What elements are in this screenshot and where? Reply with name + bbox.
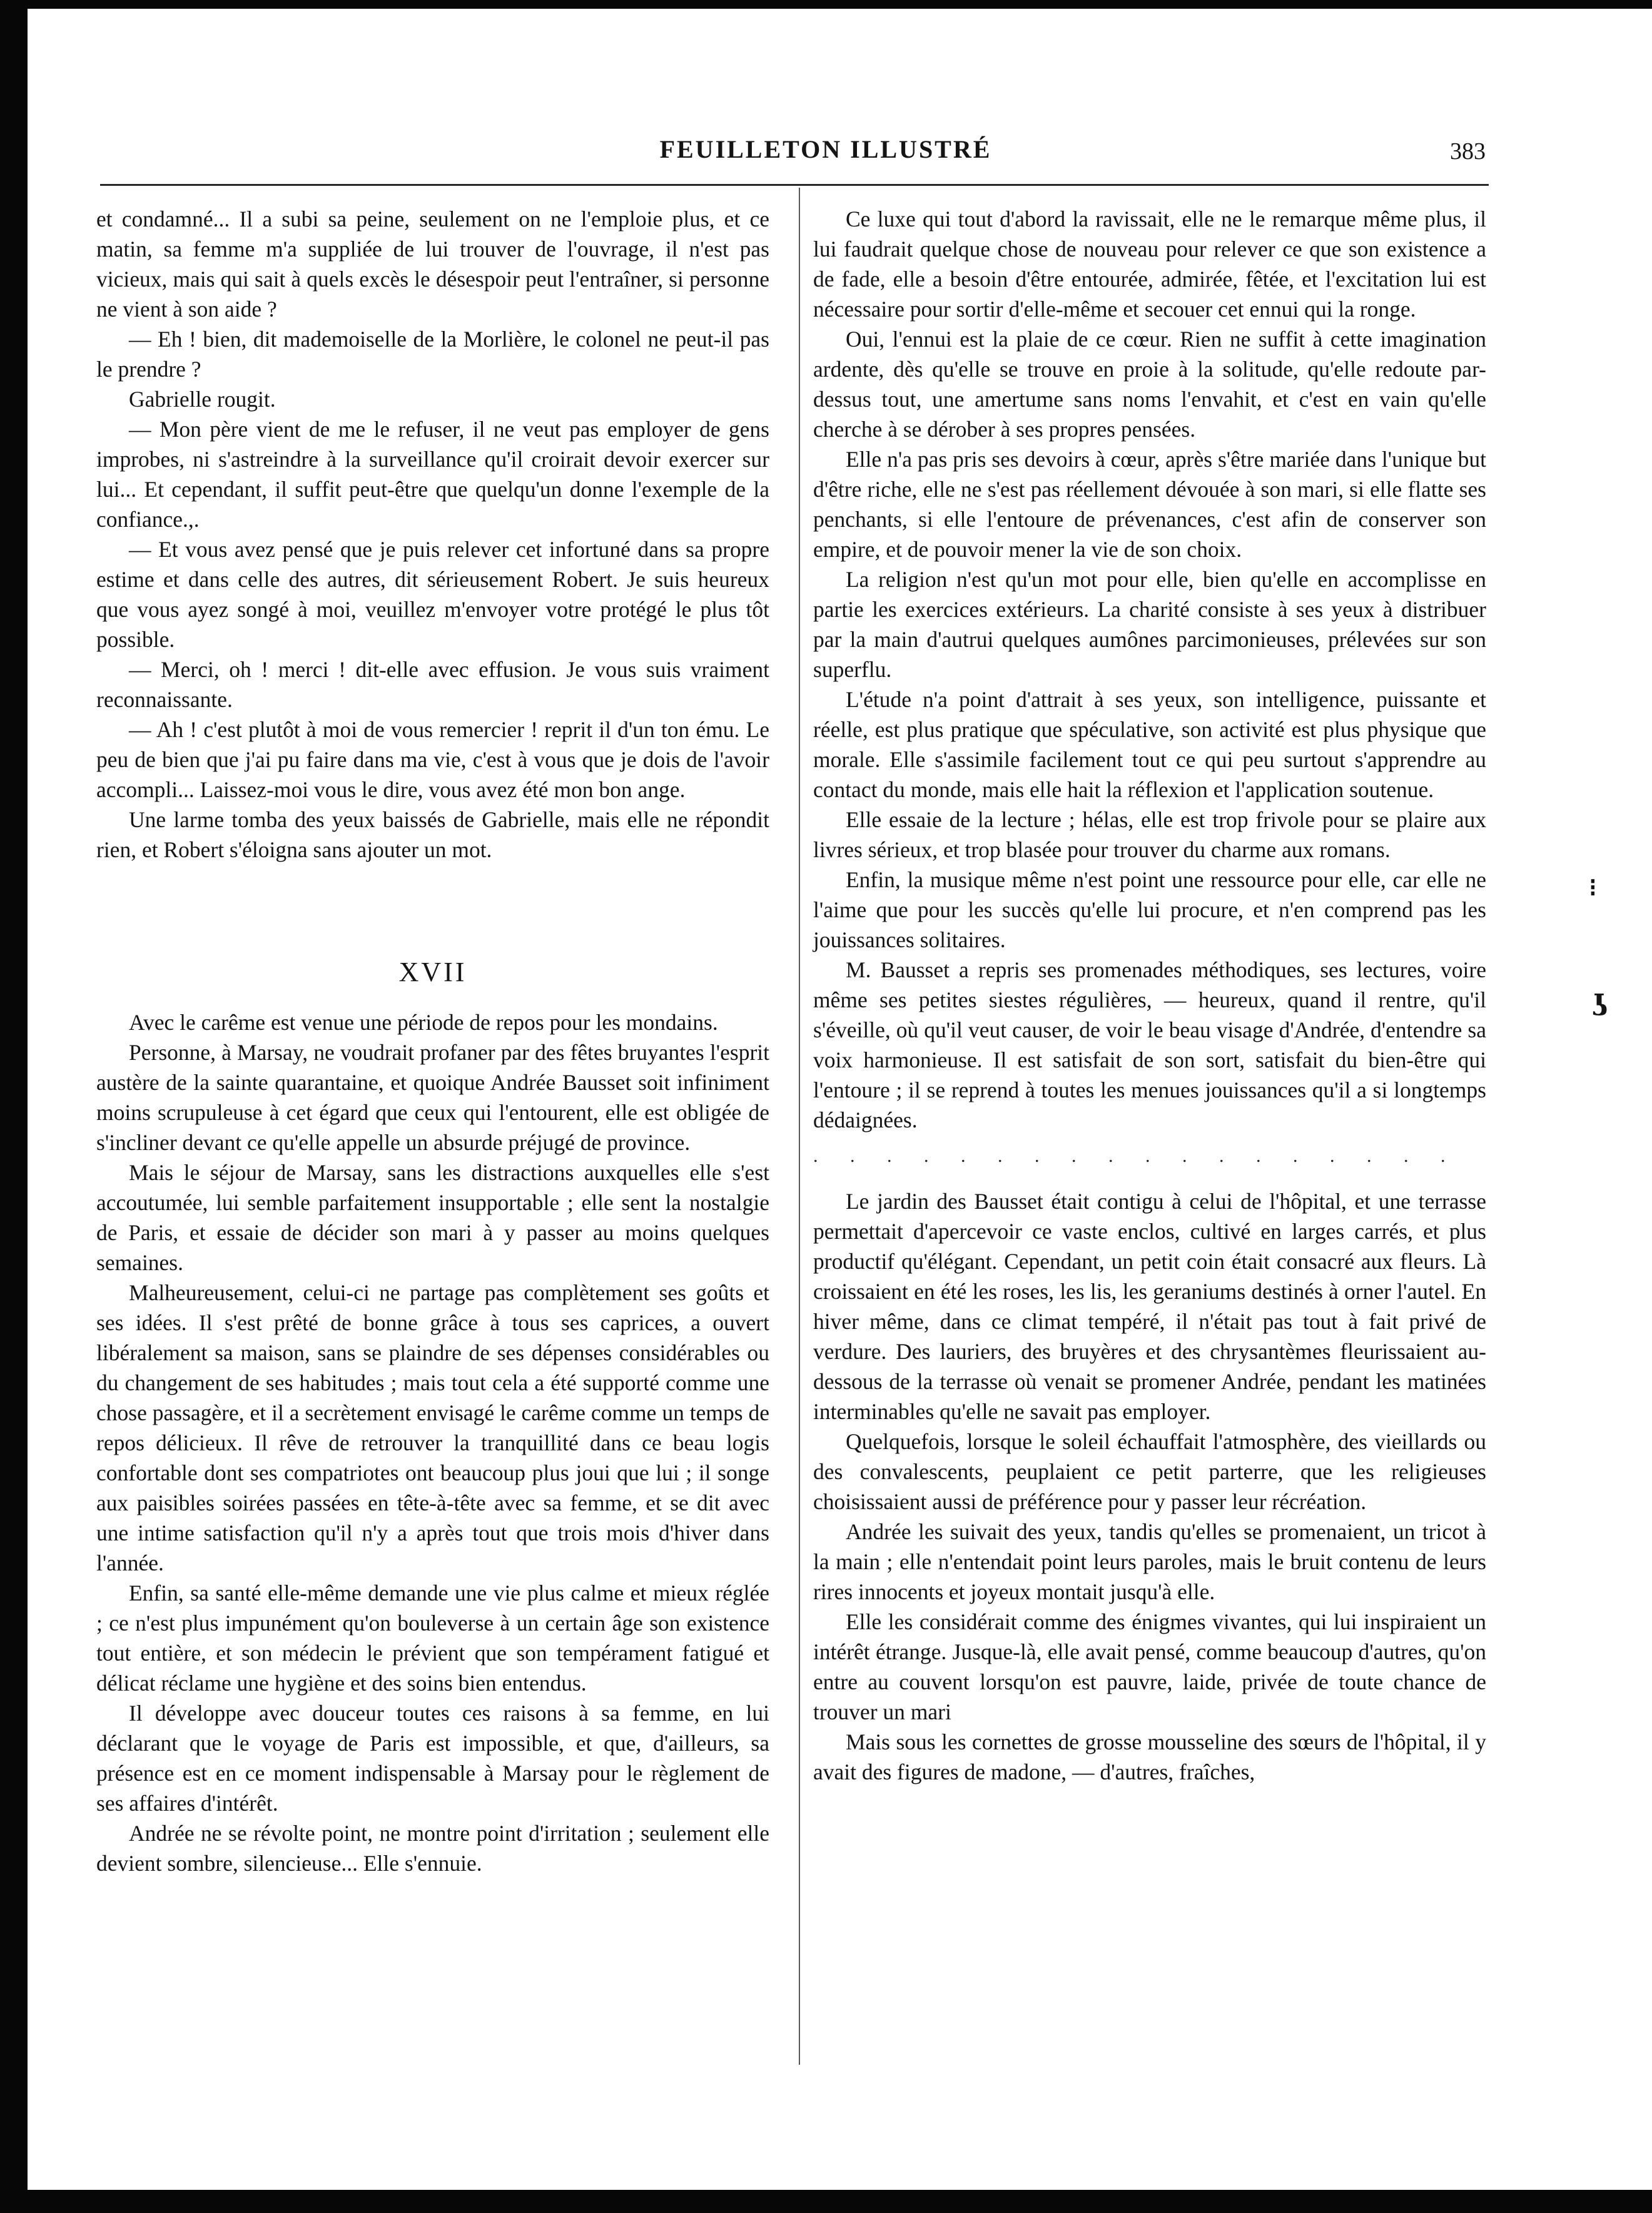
paragraph: L'étude n'a point d'attrait à ses yeux, son intelligence, puissante et réelle, est plus pratique que spéculative, son activité est plus physique que morale. Elle s'assimile facilement tout ce qui peu surtout s'apprendre au contact du monde, mais elle hait la réflexion et l'application soutenue. (813, 687, 1486, 802)
scan-border-left (0, 0, 28, 2213)
header-rule (100, 184, 1489, 186)
page-number: 383 (1450, 138, 1486, 165)
paragraph: — Eh ! bien, dit mademoiselle de la Morlière, le colonel ne peut-il pas le prendre ? (96, 327, 769, 382)
paragraph: Elle les considérait comme des énigmes vivantes, qui lui inspiraient un intérêt étrange. Jusque-là, elle avait pensé, comme beaucoup d'autres, qu'on entre au couvent lorsqu'on est pauvre, laide, privée de toute chance de trouver un mari (813, 1609, 1486, 1724)
paragraph: Malheureusement, celui-ci ne partage pas complètement ses goûts et ses idées. Il s'est prêté de bonne grâce à tous ses caprices, a ouvert libéralement sa maison, sans se plaindre de ses dépenses considérables ou du changement de ses habitudes ; mais tout cela a été supporté comme une chose passagère, et il a secrètement envisagé le carême comme un temps de repos délicieux. Il rêve de retrouver la tranquillité dans ce beau logis confortable dont ses compatriotes ont beaucoup plus joui que lui ; il songe aux paisibles soirées passées en tête-à-tête avec sa femme, et se dit avec une intime satisfaction qu'il n'y a après tout que trois mois d'hiver dans l'année. (96, 1280, 769, 1575)
paragraph: Enfin, la musique même n'est point une ressource pour elle, car elle ne l'aime que pour les succès qu'elle lui procure, et n'en comprend pas les jouissances solitaires. (813, 867, 1486, 952)
paragraph: Mais le séjour de Marsay, sans les distractions auxquelles elle s'est accoutumée, lui semble parfaitement insupportable ; elle sent la nostalgie de Paris, et essaie de décider son mari à y passer au moins quelques semaines. (96, 1160, 769, 1275)
margin-mark: ⁝ (1589, 873, 1597, 902)
left-column (96, 204, 769, 1878)
paragraph: et condamné... Il a subi sa peine, seulement on ne l'emploie plus, et ce matin, sa femme m'a suppliée de lui trouver de l'ouvrage, il n'est pas vicieux, mais qui sait à quels excès le désespoir peut l'entraîner, si personne ne vient à son aide ? (96, 206, 769, 322)
paragraph: Andrée les suivait des yeux, tandis qu'elles se promenaient, un tricot à la main ; elle n'entendait point leurs paroles, mais le bruit contenu de leurs rires innocents et joyeux montait jusqu'à elle. (813, 1519, 1486, 1604)
margin-mark: ʖ (1592, 989, 1608, 1022)
paragraph: La religion n'est qu'un mot pour elle, bien qu'elle en accomplisse en partie les exercices extérieurs. La charité consiste à ses yeux à distribuer par la main d'autrui quelques aumônes parcimonieuses, prélevées sur son superflu. (813, 567, 1486, 682)
paragraph: Une larme tomba des yeux baissés de Gabrielle, mais elle ne répondit rien, et Robert s'éloigna sans ajouter un mot. (96, 807, 769, 862)
paragraph: Il développe avec douceur toutes ces raisons à sa femme, en lui déclarant que le voyage de Paris est impossible, et que, d'ailleurs, sa présence est en ce moment indispensable à Marsay pour le règlement de ses affaires d'intérêt. (96, 1701, 769, 1816)
paragraph: Le jardin des Bausset était contigu à celui de l'hôpital, et une terrasse permettait d'apercevoir ce vaste enclos, cultivé en larges carrés, et plus productif qu'élégant. Cependant, un petit coin était consacré aux fleurs. Là croissaient en été les roses, les lis, les geraniums destinés à orner l'autel. En hiver même, dans ce climat tempéré, il n'était pas tout à fait privé de verdure. Des lauriers, des bruyères et des chrysantèmes fleurissaient au-dessous de la terrasse où venait se promener Andrée, pendant les matinées interminables qu'elle ne savait pas employer. (813, 1189, 1486, 1424)
section-separator: . . . . . . . . . . . . . . . . . . (813, 1146, 1459, 1166)
paragraph: — Ah ! c'est plutôt à moi de vous remercier ! reprit il d'un ton ému. Le peu de bien que j'ai pu faire dans ma vie, c'est à vous que je dois de l'avoir accompli... Laissez-moi vous le dire, vous avez été mon bon ange. (96, 717, 769, 802)
running-head: FEUILLETON ILLUSTRÉ (659, 135, 992, 163)
paragraph: Personne, à Marsay, ne voudrait profaner par des fêtes bruyantes l'esprit austère de la sainte quarantaine, et quoique Andrée Bausset soit infiniment moins scrupuleuse à cet égard que ceux qui l'entourent, elle est obligée de s'incliner devant ce qu'elle appelle un absurde préjugé de province. (96, 1040, 769, 1155)
scan-border-top (0, 0, 1652, 9)
paragraph: Oui, l'ennui est la plaie de ce cœur. Rien ne suffit à cette imagination ardente, dès qu'elle se trouve en proie à la solitude, qu'elle redoute par-dessus tout, une amertume sans noms l'envahit, et c'est en vain qu'elle cherche à se dérober à ses propres pensées. (813, 327, 1486, 442)
scan-border-bottom (0, 2190, 1652, 2213)
paragraph: Gabrielle rougit. (129, 387, 276, 412)
paragraph: Mais sous les cornettes de grosse mousseline des sœurs de l'hôpital, il y avait des figures de madone, — d'autres, fraîches, (813, 1729, 1486, 1784)
paragraph: Quelquefois, lorsque le soleil échauffait l'atmosphère, des vieillards ou des convalescents, peuplaient ce petit parterre, que les religieuses choisissaient aussi de préférence pour y passer leur récréation. (813, 1429, 1486, 1514)
paragraph: Enfin, sa santé elle-même demande une vie plus calme et mieux réglée ; ce n'est plus impunément qu'on bouleverse à un certain âge son existence tout entière, et son médecin le prévient que son tempérament fatigué et délicat réclame une hygiène et des soins bien entendus. (96, 1580, 769, 1696)
chapter-heading: XVII (398, 957, 467, 987)
right-column (813, 204, 1486, 1787)
paragraph: Avec le carême est venue une période de repos pour les mondains. (129, 1010, 718, 1035)
paragraph: M. Bausset a repris ses promenades méthodiques, ses lectures, voire même ses petites siestes régulières, — heureux, quand il rentre, qu'il s'éveille, où qu'il veut causer, de voir le beau visage d'Andrée, d'entendre sa voix harmonieuse. Il est satisfait de son sort, satisfait du bien-être qui l'entoure ; il se reprend à toutes les menues jouissances qu'il a si longtemps dédaignées. (813, 957, 1486, 1132)
paragraph: — Merci, oh ! merci ! dit-elle avec effusion. Je vous suis vraiment reconnaissante. (96, 657, 769, 712)
paragraph: — Mon père vient de me le refuser, il ne veut pas employer de gens improbes, ni s'astreindre à la surveillance qu'il croirait devoir exercer sur lui... Et cependant, il suffit peut-être que quelqu'un donne l'exemple de la confiance.,. (96, 417, 769, 532)
paragraph: Elle n'a pas pris ses devoirs à cœur, après s'être mariée dans l'unique but d'être riche, elle ne s'est pas réellement dévouée à son mari, si elle flatte ses penchants, si elle l'entoure de prévenances, c'est afin de conserver son empire, et de pouvoir mener la vie de son choix. (813, 447, 1486, 562)
paragraph: Andrée ne se révolte point, ne montre point d'irritation ; seulement elle devient sombre, silencieuse... Elle s'ennuie. (96, 1821, 769, 1876)
paragraph: Ce luxe qui tout d'abord la ravissait, elle ne le remarque même plus, il lui faudrait quelque chose de nouveau pour relever ce que son existence a de fade, elle a besoin d'être entourée, admirée, fêtée, et l'excitation lui est nécessaire pour sortir d'elle-même et secouer cet ennui qui la ronge. (813, 206, 1486, 322)
column-divider (799, 188, 800, 2065)
paragraph: — Et vous avez pensé que je puis relever cet infortuné dans sa propre estime et dans celle des autres, dit sérieusement Robert. Je suis heureux que vous ayez songé à moi, veuillez m'envoyer votre protégé le plus tôt possible. (96, 537, 769, 652)
paragraph: Elle essaie de la lecture ; hélas, elle est trop frivole pour se plaire aux livres sérieux, et trop blasée pour trouver du charme aux romans. (813, 807, 1486, 862)
